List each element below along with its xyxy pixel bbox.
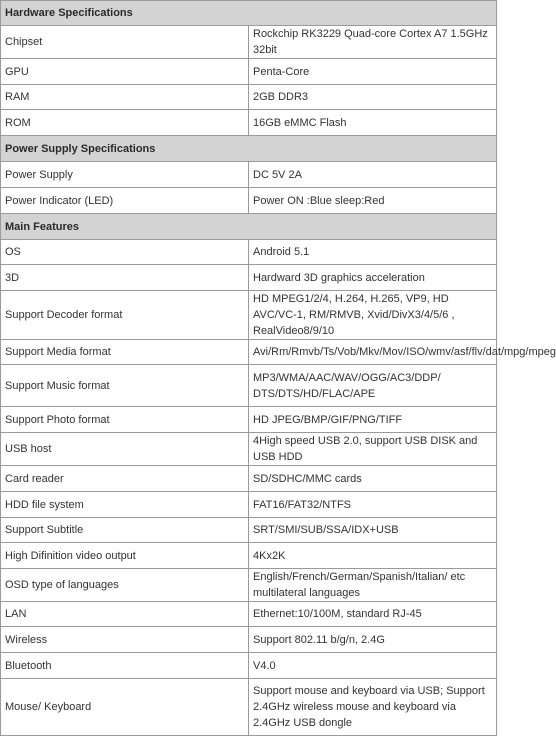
section-header-row — [1, 136, 497, 162]
row-label: Power Supply — [1, 162, 249, 188]
table-row — [1, 492, 497, 518]
table-row — [1, 26, 497, 59]
section-title-main-features: Main Features — [1, 214, 497, 240]
table-row — [1, 679, 497, 736]
row-value: 4Kx2K — [249, 543, 497, 569]
table-row — [1, 162, 497, 188]
row-value: Support 802.11 b/g/n, 2.4G — [249, 627, 497, 653]
row-label: Support Decoder format — [1, 291, 249, 340]
row-value: SD/SDHC/MMC cards — [249, 466, 497, 492]
row-value: Hardward 3D graphics acceleration — [249, 265, 497, 291]
row-value: 4High speed USB 2.0, support USB DISK and USB HDD — [249, 433, 497, 466]
row-label: Chipset — [1, 26, 249, 59]
row-label: Power Indicator (LED) — [1, 188, 249, 214]
section-header-row — [1, 1, 497, 26]
row-value: HD MPEG1/2/4, H.264, H.265, VP9, HD AVC/VC-1, RM/RMVB, Xvid/DivX3/4/5/6 , RealVideo8/9/10 — [249, 291, 497, 340]
row-label: High Difinition video output — [1, 543, 249, 569]
table-row — [1, 602, 497, 627]
row-label: Mouse/ Keyboard — [1, 679, 249, 736]
row-label: GPU — [1, 59, 249, 85]
row-value: Android 5.1 — [249, 240, 497, 265]
row-value: Power ON :Blue sleep:Red — [249, 188, 497, 214]
row-label: Card reader — [1, 466, 249, 492]
table-row — [1, 365, 497, 407]
row-value: Support mouse and keyboard via USB; Support 2.4GHz wireless mouse and keyboard via 2.4GHz USB dongle — [249, 679, 497, 736]
row-label: HDD file system — [1, 492, 249, 518]
row-label: LAN — [1, 602, 249, 627]
row-label: 3D — [1, 265, 249, 291]
table-row — [1, 59, 497, 85]
row-label: ROM — [1, 110, 249, 136]
row-label: Support Subtitle — [1, 518, 249, 543]
row-value: English/French/German/Spanish/Italian/ etc multilateral languages — [249, 569, 497, 602]
row-label: Wireless — [1, 627, 249, 653]
table-row — [1, 265, 497, 291]
row-label: USB host — [1, 433, 249, 466]
row-value: SRT/SMI/SUB/SSA/IDX+USB — [249, 518, 497, 543]
row-value: FAT16/FAT32/NTFS — [249, 492, 497, 518]
section-header-row — [1, 214, 497, 240]
row-value: HD JPEG/BMP/GIF/PNG/TIFF — [249, 407, 497, 433]
row-value: MP3/WMA/AAC/WAV/OGG/AC3/DDP/ DTS/DTS/HD/FLAC/APE — [249, 365, 497, 407]
row-value: 2GB DDR3 — [249, 85, 497, 110]
table-row — [1, 407, 497, 433]
row-value: Ethernet:10/100M, standard RJ-45 — [249, 602, 497, 627]
table-row — [1, 627, 497, 653]
row-value: Penta-Core — [249, 59, 497, 85]
row-value: 16GB eMMC Flash — [249, 110, 497, 136]
row-label: Bluetooth — [1, 653, 249, 679]
row-value: Rockchip RK3229 Quad-core Cortex A7 1.5GHz 32bit — [249, 26, 497, 59]
table-row — [1, 188, 497, 214]
row-label: OS — [1, 240, 249, 265]
row-label: Support Music format — [1, 365, 249, 407]
table-row — [1, 518, 497, 543]
row-label: Support Media format — [1, 340, 249, 365]
table-row — [1, 466, 497, 492]
table-row — [1, 653, 497, 679]
section-title-hardware: Hardware Specifications — [1, 1, 497, 26]
table-row — [1, 340, 497, 365]
row-label: RAM — [1, 85, 249, 110]
table-row — [1, 291, 497, 340]
section-title-power: Power Supply Specifications — [1, 136, 497, 162]
table-row — [1, 85, 497, 110]
row-value: Avi/Rm/Rmvb/Ts/Vob/Mkv/Mov/ISO/wmv/asf/flv/dat/mpg/mpeg — [249, 340, 497, 365]
table-row — [1, 433, 497, 466]
table-row — [1, 569, 497, 602]
row-value: DC 5V 2A — [249, 162, 497, 188]
row-label: OSD type of languages — [1, 569, 249, 602]
table-row — [1, 110, 497, 136]
row-label: Support Photo format — [1, 407, 249, 433]
row-value: V4.0 — [249, 653, 497, 679]
table-row — [1, 543, 497, 569]
table-row — [1, 240, 497, 265]
